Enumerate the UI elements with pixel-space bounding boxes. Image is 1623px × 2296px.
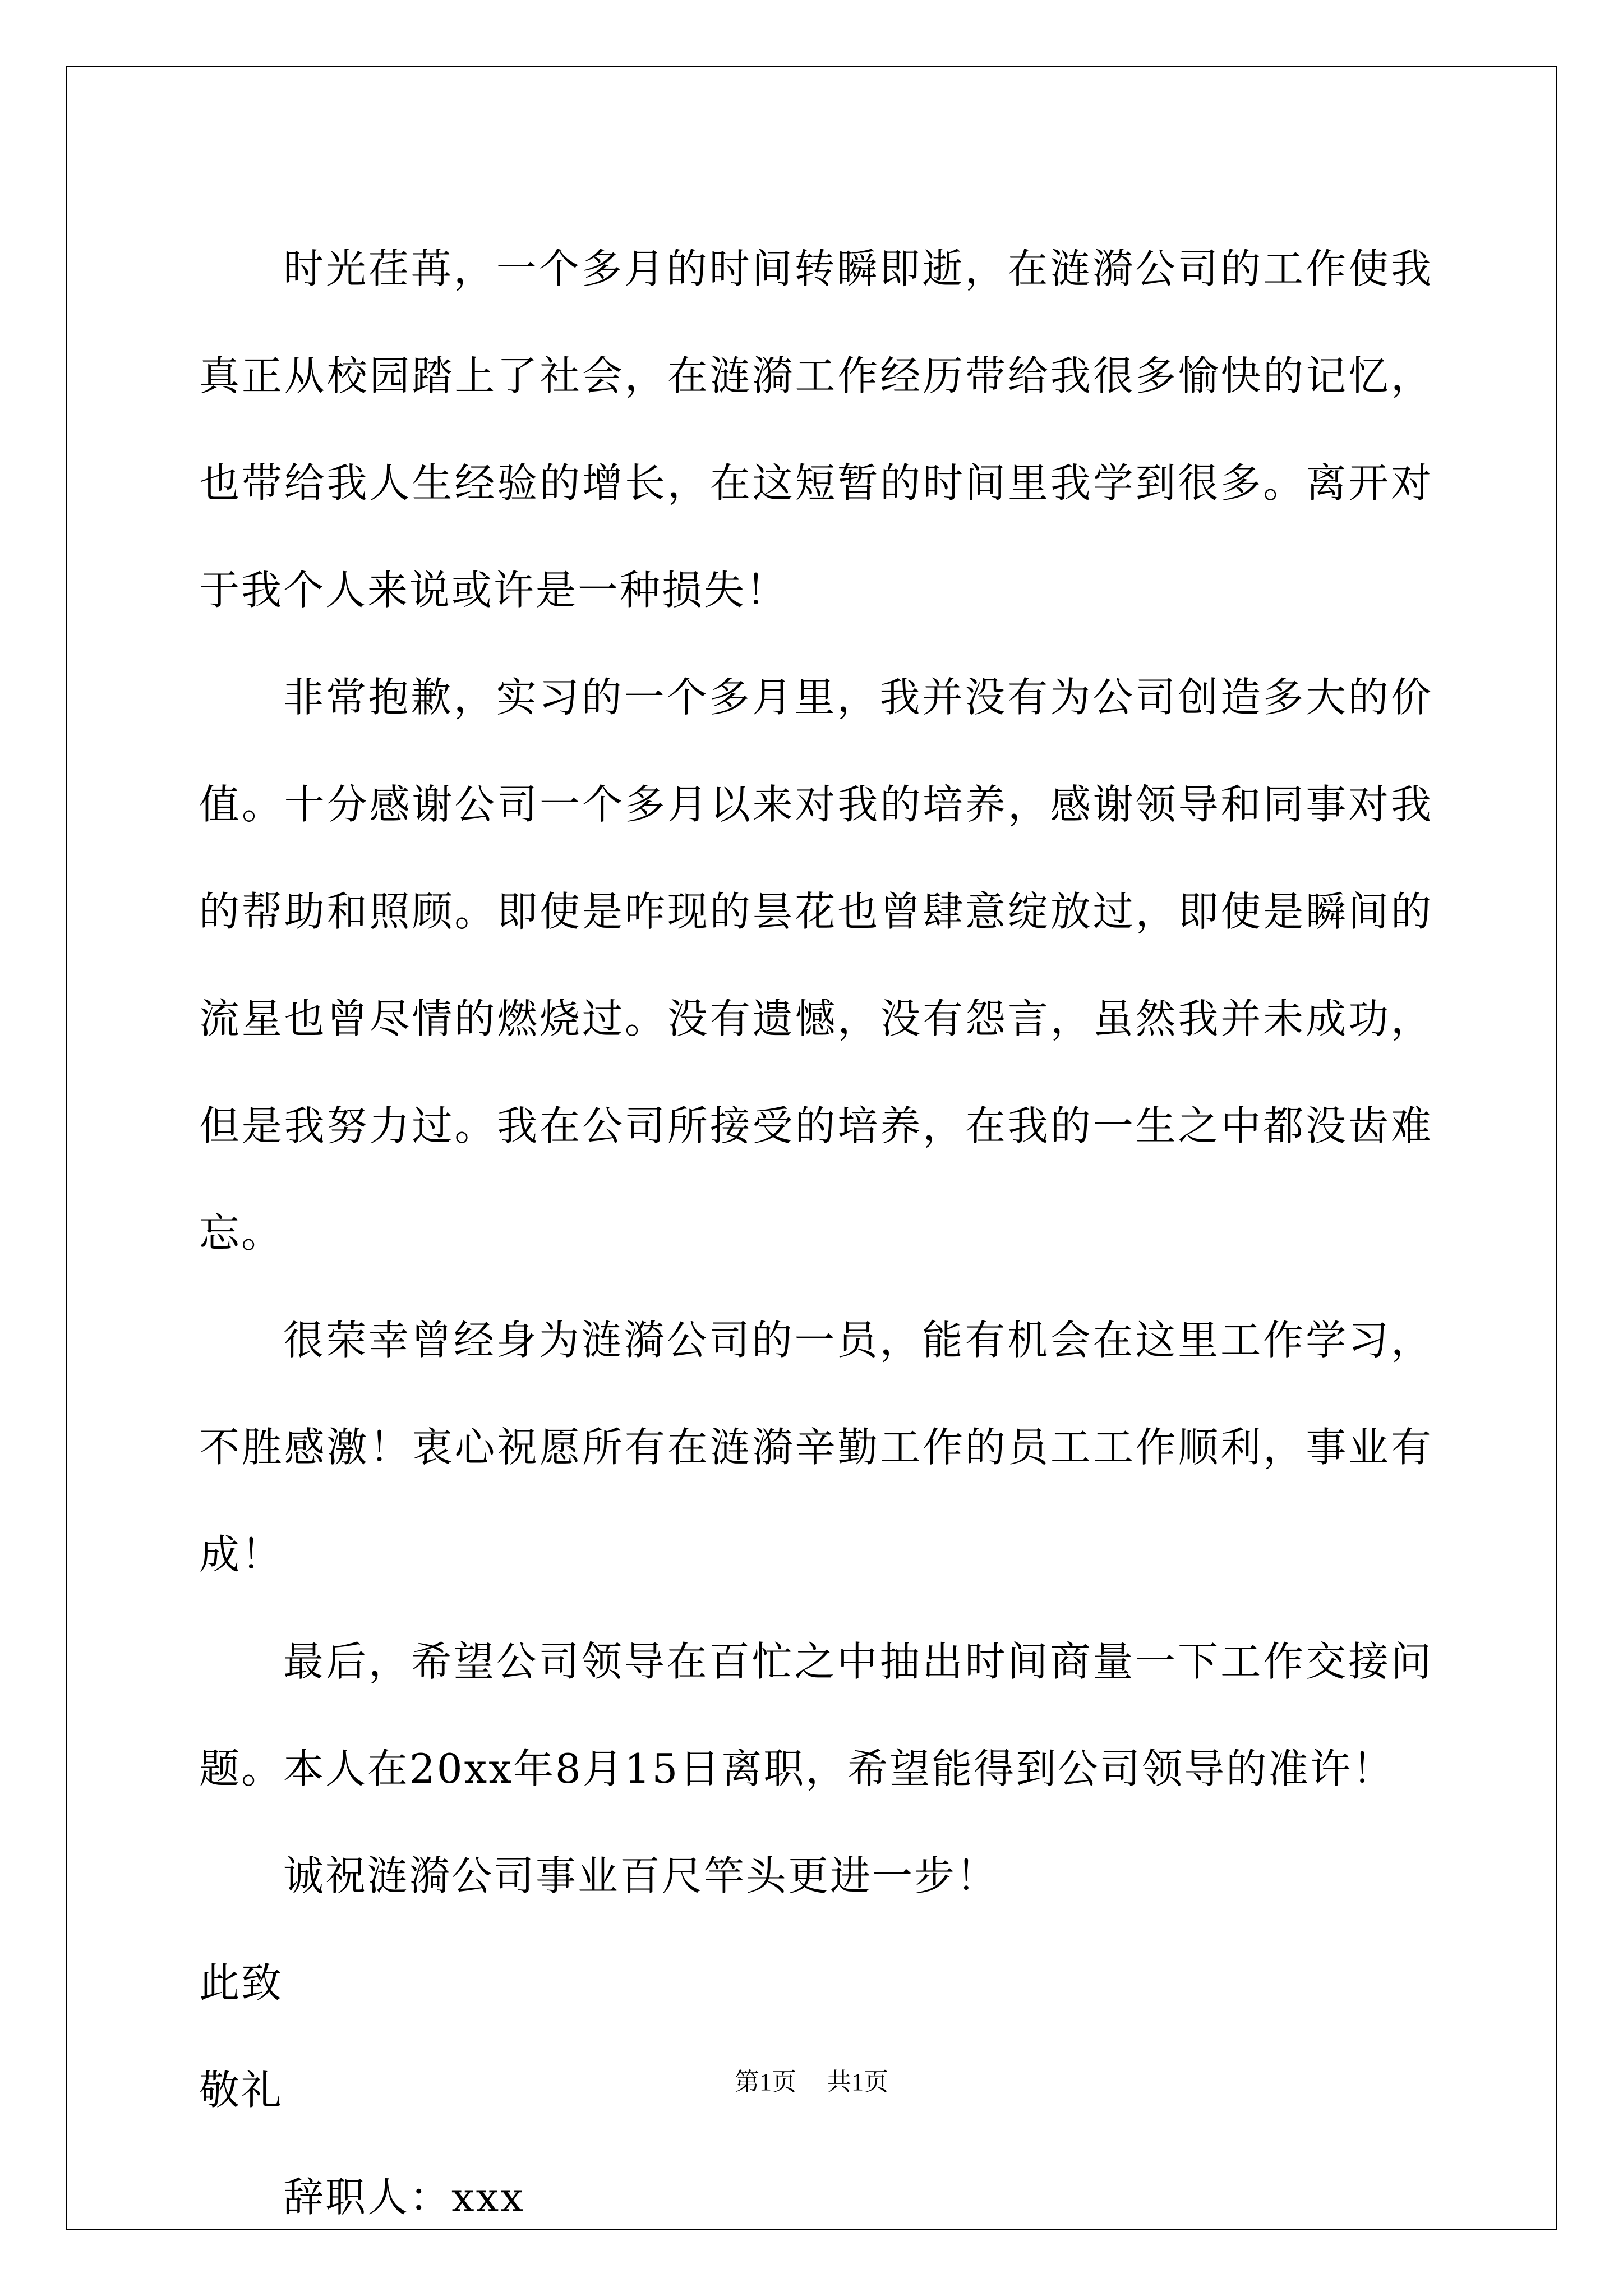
page-number-current: 第1页 xyxy=(735,2068,796,2096)
paragraph-2: 非常抱歉，实习的一个多月里，我并没有为公司创造多大的价值。十分感谢公司一个多月以来对我的培养，感谢领导和同事对我的帮助和照顾。即使是咋现的昙花也曾肆意绽放过，即使是瞬间的流星也曾尽情的燃烧过。没有遗憾，没有怨言，虽然我并未成功，但是我努力过。我在公司所接受的培养，在我的一生之中都没齿难忘。 xyxy=(199,674,1433,1257)
page-footer xyxy=(0,2065,1623,2099)
paragraph-5: 诚祝涟漪公司事业百尺竿头更进一步！ xyxy=(283,1852,999,1899)
closing-regards: 敬礼 xyxy=(199,2067,284,2114)
signature-line: 辞职人：xxx xyxy=(283,2174,525,2221)
closing-salutation: 此致 xyxy=(199,1959,284,2007)
letter-body xyxy=(199,215,1433,2251)
paragraph-3: 很荣幸曾经身为涟漪公司的一员，能有机会在这里工作学习，不胜感激！衷心祝愿所有在涟漪辛勤工作的员工工作顺利，事业有成！ xyxy=(199,1317,1433,1578)
paragraph-1: 时光荏苒，一个多月的时间转瞬即逝，在涟漪公司的工作使我真正从校园踏上了社会，在涟漪工作经历带给我很多愉快的记忆，也带给我人生经验的增长，在这短暂的时间里我学到很多。离开对于我个人来说或许是一种损失！ xyxy=(199,245,1433,614)
page-number-total: 共1页 xyxy=(827,2068,888,2096)
paragraph-4: 最后，希望公司领导在百忙之中抽出时间商量一下工作交接问题。本人在20xx年8月15日离职，希望能得到公司领导的准许！ xyxy=(199,1638,1433,1792)
